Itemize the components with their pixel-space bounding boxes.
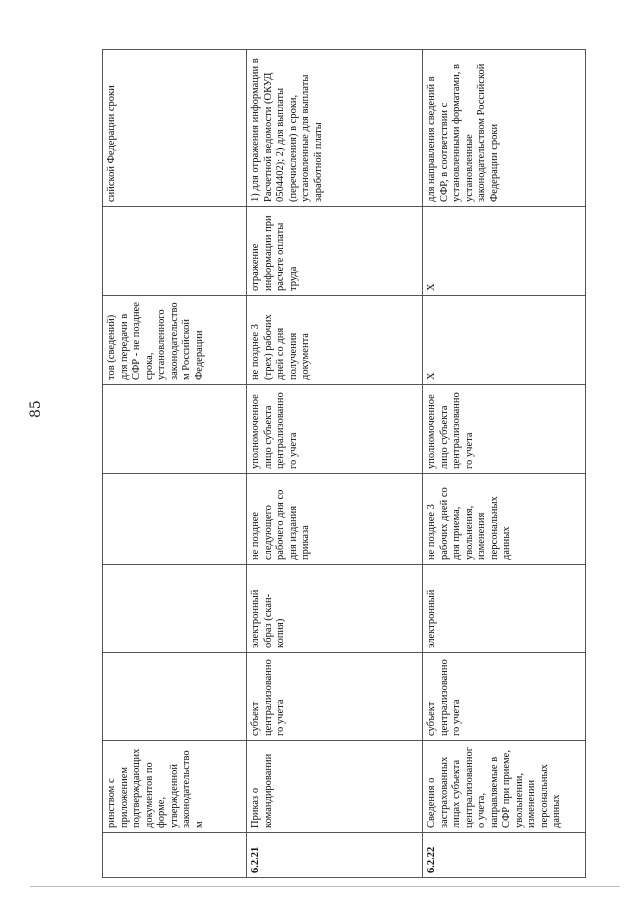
rotated-table-wrapper (102, 50, 585, 878)
table-row (423, 50, 586, 878)
signer: уполномоченное лицо субъекта централизованного учета (247, 385, 423, 474)
responsible-party: субъект централизованного учета (423, 653, 586, 741)
note: сийской Федерации сроки (103, 50, 247, 207)
register-table (102, 49, 586, 878)
document-name: ринством с приложением подтверждающих документов по форме, утвержденной законодательством (103, 741, 247, 833)
responsible-party: субъект централизованного учета (247, 653, 423, 741)
table-row (247, 50, 423, 878)
purpose: X (423, 207, 586, 296)
document-form: электронный (423, 565, 586, 653)
document-name: Приказ о командировании (247, 741, 423, 833)
table-row (103, 50, 247, 878)
processing-deadline: не позднее 3 (трех) рабочих дней со дня получения документа (247, 296, 423, 385)
signer: уполномоченное лицо субъекта централизованного учета (423, 385, 586, 474)
processing-deadline: X (423, 296, 586, 385)
page-bottom-rule (30, 886, 620, 887)
row-number: 6.2.22 (423, 833, 586, 878)
document-form: электронный образ (скан-копия) (247, 565, 423, 653)
document-form (103, 565, 247, 653)
preparation-deadline (103, 474, 247, 565)
responsible-party (103, 653, 247, 741)
note: 1) для отражения информации в Расчетной ведомости (ОКУД 0504402); 2) для выплаты (перечисления) в сроки, установленные для выплаты заработной платы (247, 50, 423, 207)
preparation-deadline: не позднее 3 рабочих дней со дня приема, увольнения, изменения персональных данных (423, 474, 586, 565)
page-number: 85 (28, 400, 44, 418)
signer (103, 385, 247, 474)
purpose (103, 207, 247, 296)
purpose: отражение информации при расчете оплаты труда (247, 207, 423, 296)
document-name: Сведения о застрахованных лицах субъекта централизованного учета, направляемые в СФР при приеме, увольнении, изменении персональных данных (423, 741, 586, 833)
row-number (103, 833, 247, 878)
preparation-deadline: не позднее следующего рабочего дня со дня издания приказа (247, 474, 423, 565)
processing-deadline: тов (сведений) для передачи в СФР - не позднее срока, установленного законодательством Российской Федерации (103, 296, 247, 385)
row-number: 6.2.21 (247, 833, 423, 878)
note: для направления сведений в СФР, в соответствии с установленными форматами, в установленные законодательством Российской Федерации сроки (423, 50, 586, 207)
